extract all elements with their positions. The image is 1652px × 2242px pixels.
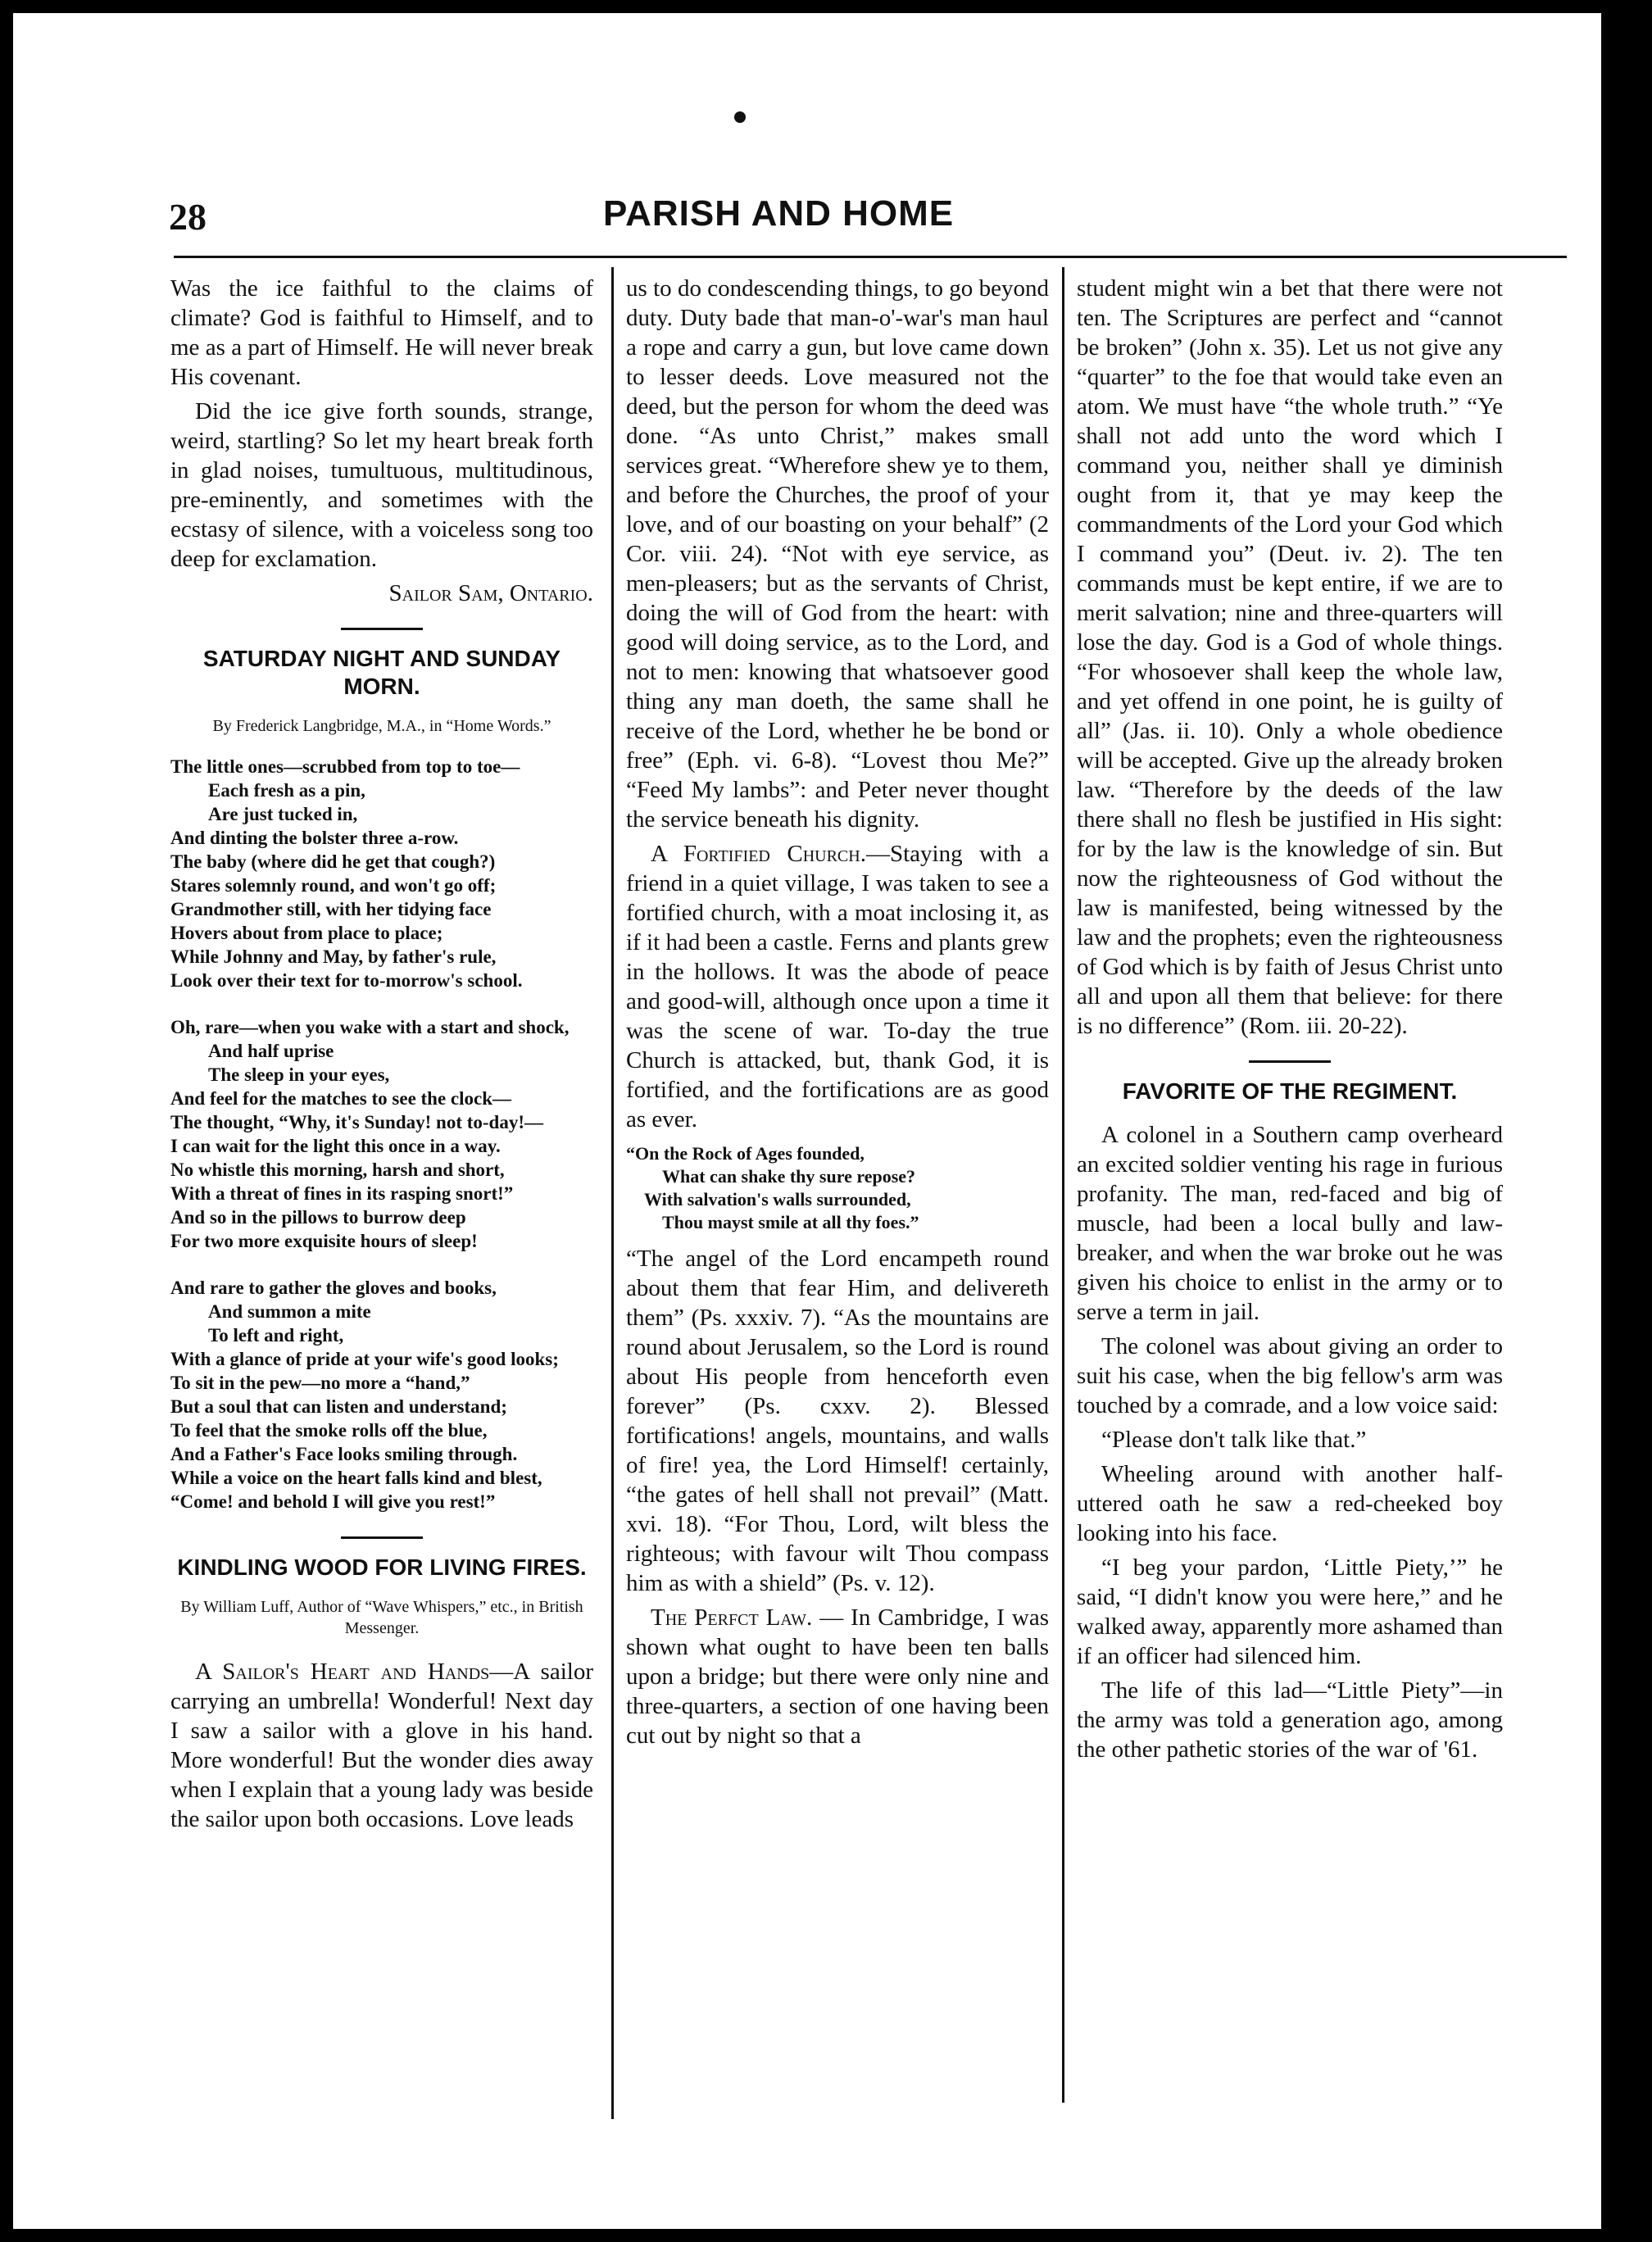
section-title-regiment: FAVORITE OF THE REGIMENT.: [1122, 1078, 1458, 1104]
header-rule: [174, 256, 1567, 258]
column-rule-2: [1062, 267, 1064, 2103]
poem-line: Are just tucked in,: [170, 804, 358, 824]
column-rule-1: [611, 267, 614, 2119]
paragraph: [170, 1657, 593, 1834]
poem-line: The little ones—scrubbed from top to toe—: [170, 756, 520, 777]
byline: By William Luff, Author of “Wave Whispers,” etc., in British Messenger.: [180, 1598, 583, 1637]
poem-line: And so in the pillows to burrow deep: [170, 1207, 466, 1228]
verse-line: Thou mayst smile at all thy foes.”: [626, 1212, 919, 1232]
poem-line: To feel that the smoke rolls off the blue,: [170, 1420, 488, 1441]
poem-line: Stares solemnly round, and won't go off;: [170, 875, 497, 896]
poem-line: And feel for the matches to see the clock—: [170, 1088, 512, 1109]
poem-line: “Come! and behold I will give you rest!”: [170, 1491, 496, 1512]
column-3: [1077, 274, 1503, 1769]
run-in-heading: A Fortified Church.: [651, 841, 866, 867]
poem-line: I can wait for the light this once in a way.: [170, 1136, 501, 1156]
paragraph: Was the ice faithful to the claims of climate? God is faithful to Himself, and to me as a part of Himself. He will never break His covenant.: [170, 275, 593, 390]
poem-line: Hovers about from place to place;: [170, 923, 443, 943]
poem-line: The sleep in your eyes,: [170, 1064, 390, 1085]
running-head-title: PARISH AND HOME: [603, 193, 955, 234]
poem-line: And half uprise: [170, 1041, 334, 1061]
paragraph: us to do condescending things, to go beyond duty. Duty bade that man-o'-war's man haul a rope and carry a gun, but love came down to lesser deeds. Love measured not the deed, but the person for whom the deed was done. “As unto Christ,” makes small services great. “Wherefore shew ye to them, and before the Churches, the proof of your love, and of our boasting on your behalf” (2 Cor. viii. 24). “Not with eye service, as men-pleasers; but as the servants of Christ, doing the will of God from the heart: with good will doing service, as to the Lord, and not to men: knowing that whatsoever good thing any man doeth, the same shall he receive of the Lord, whether he be bond or free” (Eph. vi. 6-8). “Lovest thou Me?” “Feed My lambs”: and Peter never thought the service beneath his dignity.: [626, 275, 1049, 833]
poem-stanza-3: [170, 1276, 593, 1514]
page-edge: [1601, 13, 1639, 2229]
poem-line: And rare to gather the gloves and books,: [170, 1278, 497, 1298]
poem-line: The thought, “Why, it's Sunday! not to-day!—: [170, 1112, 543, 1132]
poem-stanza-2: [170, 1015, 593, 1253]
section-title-kindling: KINDLING WOOD FOR LIVING FIRES.: [177, 1554, 587, 1580]
page: [13, 13, 1639, 2229]
poem-line: Grandmother still, with her tidying face: [170, 899, 492, 919]
paragraph: “The angel of the Lord encampeth round about them that fear Him, and delivereth them” (Ps. xxxiv. 7). “As the mountains are round about Jerusalem, so the Lord is round about His people from henceforth even forever” (Ps. cxxv. 2). Blessed fortifications! angels, mountains, and walls of fire! yea, the Lord Himself! certainly, “the gates of hell shall not prevail” (Matt. xvi. 18). “For Thou, Lord, wilt bless the righteous; with favour wilt Thou compass him as with a shield” (Ps. v. 12).: [626, 1246, 1049, 1596]
paragraph-text: —Staying with a friend in a quiet village, I was taken to see a fortified church, with a moat inclosing it, as if it had been a castle. Ferns and plants grew in the hollows. It was the abode of peace and good-will, although once upon a time it was the scene of war. To-day the true Church is attacked, but, thank God, it is fortified, and the fortifications are as good as ever.: [626, 841, 1049, 1132]
paragraph: A colonel in a Southern camp overheard an excited soldier venting his rage in furious profanity. The man, red-faced and big of muscle, had been a local bully and law-breaker, and when the war broke out he was given his choice to enlist in the army or to serve a term in jail.: [1077, 1122, 1503, 1325]
page-number: 28: [169, 196, 206, 238]
quoted-verse: [626, 1142, 1049, 1234]
section-rule: [341, 1536, 423, 1539]
column-1: [170, 274, 593, 1839]
paragraph: “Please don't talk like that.”: [1101, 1427, 1367, 1453]
run-in-heading: A Sailor's Heart and Hands: [195, 1659, 490, 1685]
poem-line: The baby (where did he get that cough?): [170, 851, 496, 872]
paragraph: The life of this lad—“Little Piety”—in the army was told a generation ago, among the other pathetic stories of the war of '61.: [1077, 1677, 1503, 1763]
poem-line: With a glance of pride at your wife's good looks;: [170, 1349, 559, 1369]
run-in-heading: The Perfct Law.: [651, 1604, 813, 1631]
poem-line: Oh, rare—when you wake with a start and shock,: [170, 1017, 570, 1037]
paragraph-text: — In Cambridge, I was shown what ought to have been ten balls upon a bridge; but there were only nine and three-quarters, a section of one having been cut out by night so that a: [626, 1604, 1049, 1749]
section-rule: [1249, 1060, 1331, 1063]
section-title-saturday: SATURDAY NIGHT AND SUNDAY MORN.: [202, 646, 561, 699]
poem-line: To sit in the pew—no more a “hand,”: [170, 1373, 470, 1393]
poem-line: Look over their text for to-morrow's school.: [170, 970, 523, 991]
paragraph: student might win a bet that there were not ten. The Scriptures are perfect and “cannot be broken” (John x. 35). Let us not give any “quarter” to the foe that would take even an atom. We must have “the whole truth.” “Ye shall not add unto the word which I command you, neither shall ye diminish ought from it, that ye may keep the commandments of the Lord your God which I command you” (Deut. iv. 2). The ten commands must be kept entire, if we are to merit salvation; nine and three-quarters will lose the day. God is a God of whole things. “For whosoever shall keep the whole law, and yet offend in one point, he is guilty of all” (Jas. ii. 10). Only a whole obedience will be accepted. Give up the already broken law. “Therefore by the deeds of the law there shall no flesh be justified in His sight: for by the law is the knowledge of sin. But now the righteousness of God without the law is manifested, being witnessed by the law and the prophets; even the righteousness of God which is by faith of Jesus Christ unto all and upon all them that believe: for there is no difference” (Rom. iii. 20-22).: [1077, 275, 1503, 1039]
signature: Sailor Sam, Ontario.: [388, 580, 593, 606]
poem-line: To left and right,: [170, 1325, 344, 1346]
poem-line: While a voice on the heart falls kind and blest,: [170, 1468, 542, 1488]
paragraph: The colonel was about giving an order to suit his case, when the big fellow's arm was touched by a comrade, and a low voice said:: [1077, 1333, 1503, 1418]
paragraph: [626, 839, 1049, 1134]
ink-dot: [734, 111, 746, 123]
byline: By Frederick Langbridge, M.A., in “Home Words.”: [212, 717, 551, 735]
paragraph: Did the ice give forth sounds, strange, weird, startling? So let my heart break forth in glad noises, tumultuous, multitudinous, pre-eminently, and sometimes with the ecstasy of silence, with a voiceless song too deep for exclamation.: [170, 398, 593, 572]
paragraph: Wheeling around with another half-uttered oath he saw a red-cheeked boy looking into his face.: [1077, 1461, 1503, 1546]
section-rule: [341, 628, 423, 630]
column-2: [626, 274, 1049, 1755]
poem-line: With a threat of fines in its rasping snort!”: [170, 1183, 514, 1204]
poem-line: For two more exquisite hours of sleep!: [170, 1231, 478, 1251]
poem-line: Each fresh as a pin,: [170, 780, 365, 801]
paragraph-text: —A sailor carrying an umbrella! Wonderful! Next day I saw a sailor with a glove in his hand. More wonderful! But the wonder dies away when I explain that a young lady was beside the sailor upon both occasions. Love leads: [170, 1659, 593, 1832]
poem-line: And a Father's Face looks smiling through.: [170, 1444, 518, 1464]
poem-stanza-1: [170, 755, 593, 992]
poem-line: While Johnny and May, by father's rule,: [170, 946, 497, 967]
paragraph: “I beg your pardon, ‘Little Piety,’” he said, “I didn't know you were here,” and he walked away, apparently more ashamed than if an officer had silenced him.: [1077, 1554, 1503, 1669]
poem-line: But a soul that can listen and understand;: [170, 1396, 507, 1417]
poem-line: And dinting the bolster three a-row.: [170, 828, 459, 848]
verse-line: With salvation's walls surrounded,: [626, 1189, 911, 1210]
paragraph: [626, 1603, 1049, 1750]
poem-line: And summon a mite: [170, 1301, 371, 1322]
verse-line: What can shake thy sure repose?: [626, 1166, 916, 1187]
poem-line: No whistle this morning, harsh and short,: [170, 1160, 505, 1180]
verse-line: “On the Rock of Ages founded,: [626, 1143, 865, 1164]
